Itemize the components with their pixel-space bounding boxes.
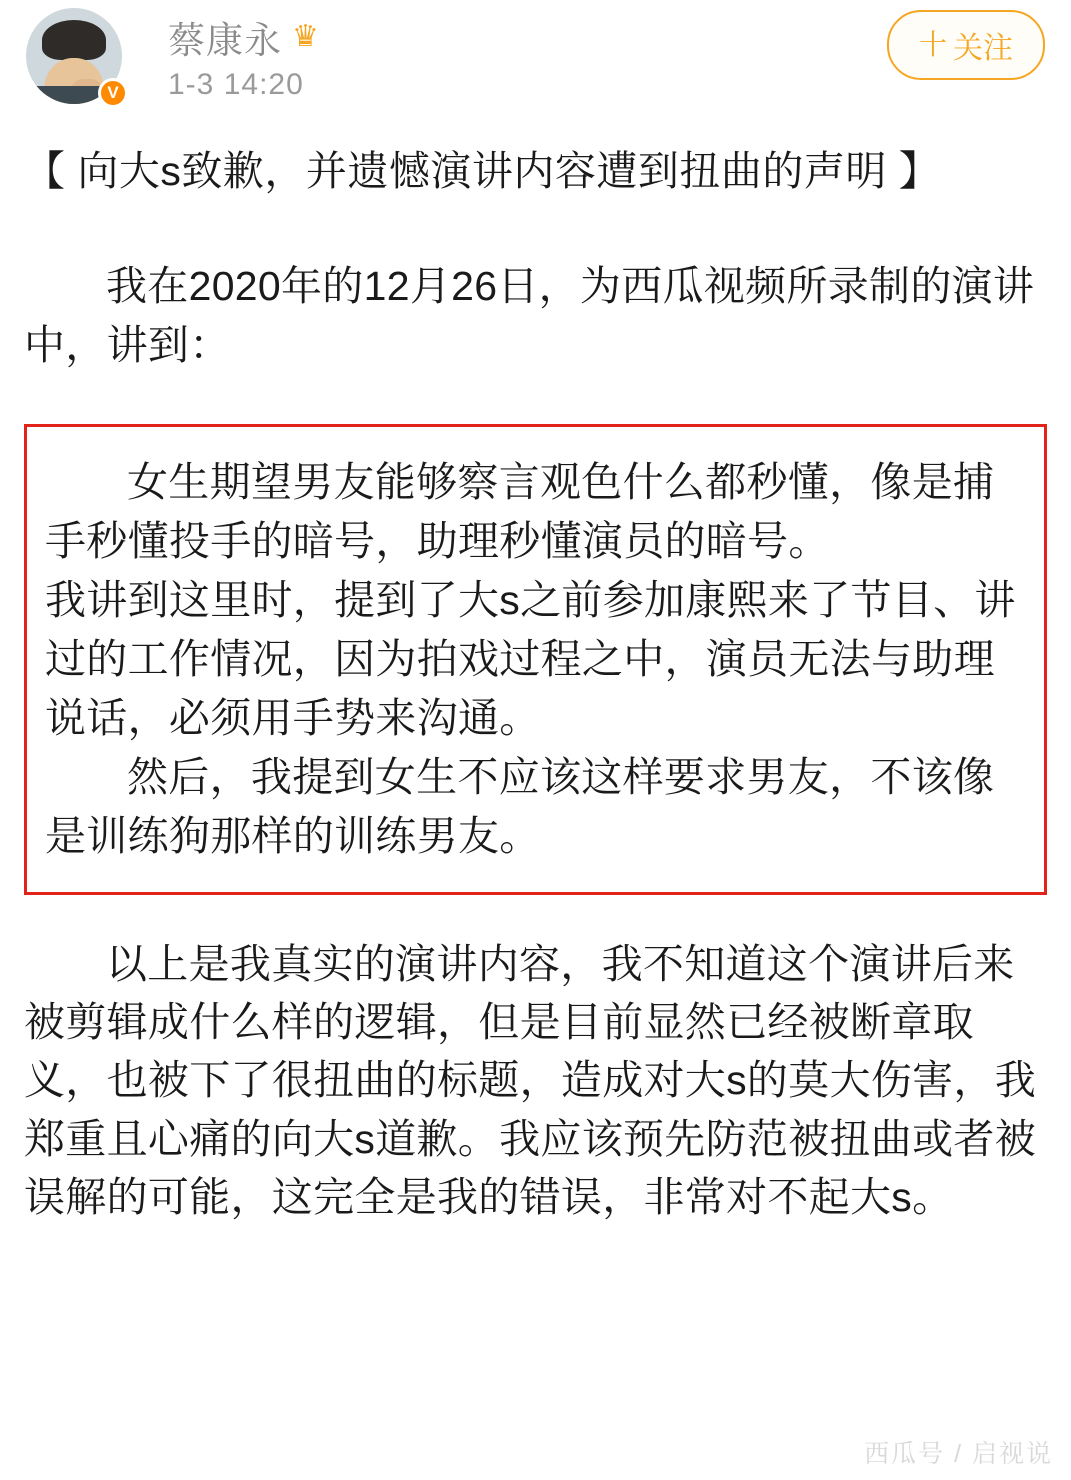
post-body — [0, 144, 1071, 1226]
spacer — [24, 199, 1047, 257]
follow-button[interactable] — [887, 10, 1045, 80]
post-intro-paragraph: 我在2020年的12月26日，为西瓜视频所录制的演讲中，讲到： — [24, 263, 1035, 368]
avatar[interactable] — [26, 8, 128, 110]
verified-badge-icon: V — [98, 78, 128, 108]
spacer — [24, 374, 1047, 414]
follow-button-label: 关注 — [953, 32, 1013, 65]
quote-paragraph: 女生期望男友能够察言观色什么都秒懂，像是捕手秒懂投手的暗号，助理秒懂演员的暗号。 — [45, 458, 995, 564]
highlighted-quote-box — [24, 424, 1047, 895]
author-nickname: 蔡康永 — [168, 20, 282, 61]
author-name-row[interactable] — [168, 10, 319, 64]
quote-paragraph: 我讲到这里时，提到了大s之前参加康熙来了节目、讲过的工作情况，因为拍戏过程之中，演员无法与助理说话，必须用手势来沟通。 — [45, 576, 1016, 741]
watermark: 西瓜号 / 启视说 — [864, 1440, 1053, 1468]
post-timestamp: 1-3 14:20 — [168, 68, 304, 101]
spacer — [24, 895, 1047, 935]
quote-paragraph: 然后，我提到女生不应该这样要求男友，不该像是训练狗那样的训练男友。 — [45, 753, 995, 859]
plus-icon: 十 — [918, 29, 947, 60]
post-closing-paragraph: 以上是我真实的演讲内容，我不知道这个演讲后来被剪辑成什么样的逻辑，但是目前显然已经被断章取义，也被下了很扭曲的标题，造成对大s的莫大伤害，我郑重且心痛的向大s道歉。我应该预先防范被扭曲或者被误解的可能，这完全是我的错误，非常对不起大s。 — [24, 941, 1036, 1220]
avatar-hair — [42, 20, 106, 60]
post-title: 【 向大s致歉，并遗憾演讲内容遭到扭曲的声明 】 — [24, 148, 941, 194]
crown-icon: ♛ — [292, 20, 319, 53]
post-header — [0, 0, 1071, 120]
